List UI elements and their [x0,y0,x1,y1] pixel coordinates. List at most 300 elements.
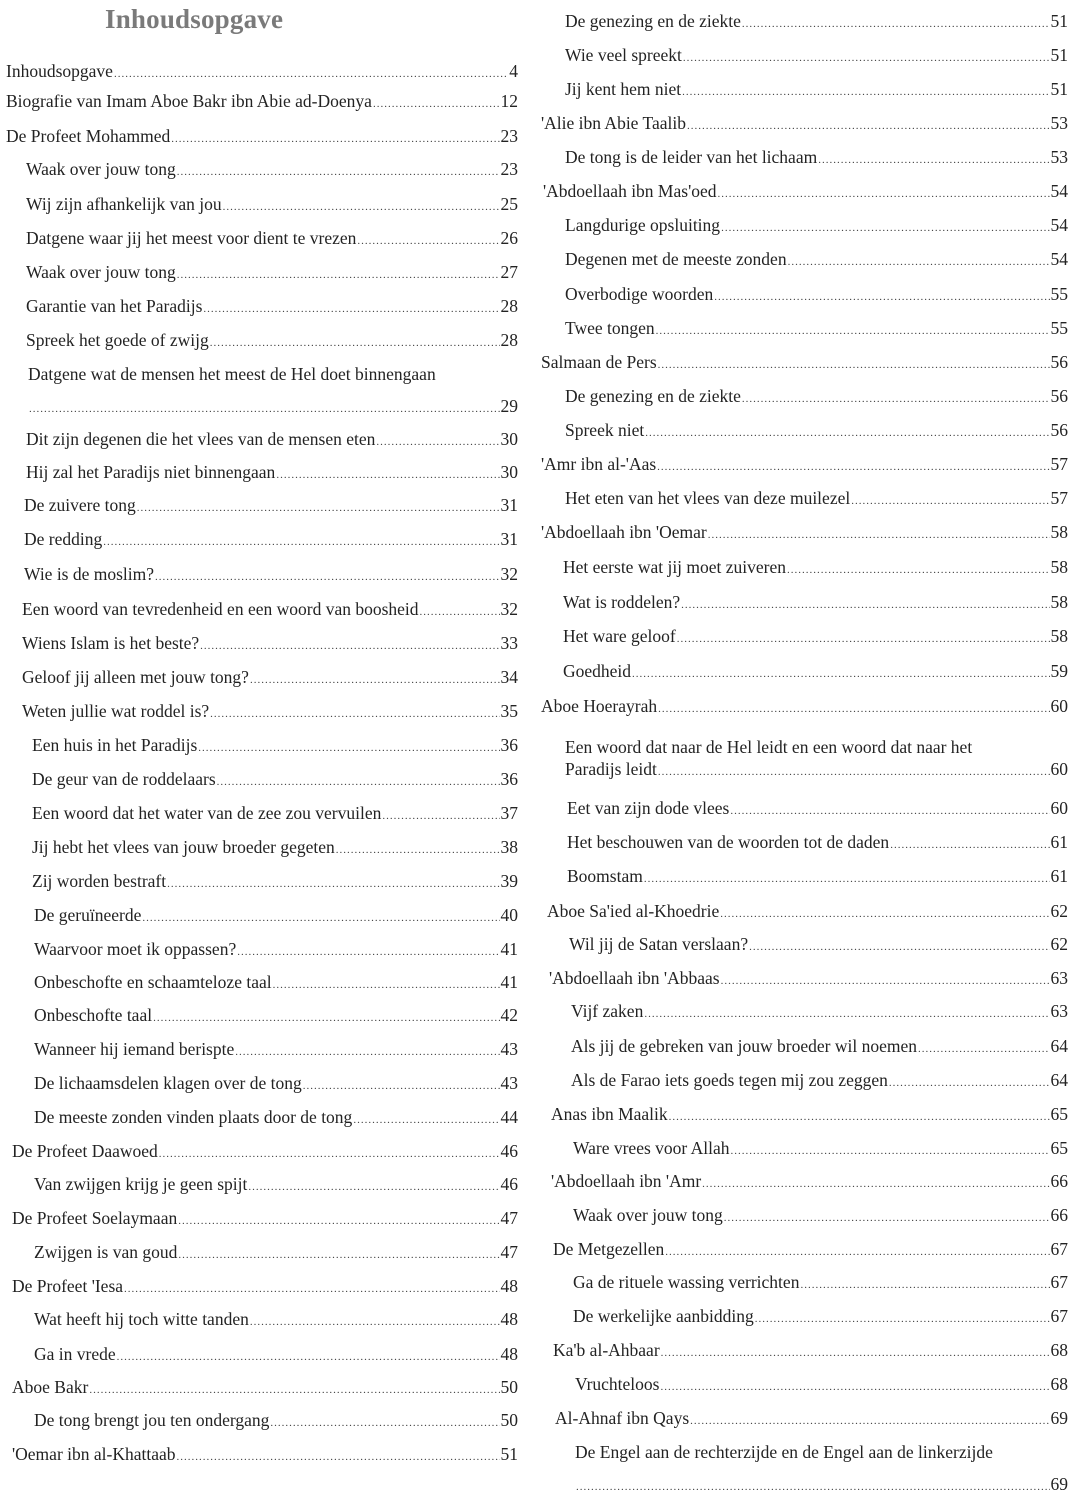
toc-page-number: 51 [1050,11,1068,31]
toc-page-number: 59 [1050,661,1068,681]
toc-page-number: 54 [1050,249,1068,269]
toc-entry-title: Zwijgen is van goud [34,1242,178,1262]
dot-leader [890,834,1049,856]
toc-page-number: 58 [1050,557,1068,577]
toc-entry[interactable] [26,261,518,286]
toc-page-number: 4 [509,61,518,81]
dot-leader [250,669,500,691]
toc-page-number: 63 [1050,968,1068,988]
dot-leader [658,698,1049,720]
dot-leader [681,594,1049,616]
toc-page-number: 23 [500,126,518,146]
toc-page-number: 55 [1050,284,1068,304]
toc-entry[interactable] [34,971,518,996]
dot-leader [576,1476,1050,1498]
dot-leader [644,868,1050,890]
toc-entry-title: De Profeet Daawoed [12,1141,158,1161]
toc-entry-title: 'Abdoellaah ibn 'Amr [551,1171,702,1191]
toc-entry[interactable] [565,419,1068,444]
dot-leader [171,128,499,150]
toc-page-number: 67 [1050,1306,1068,1326]
toc-page-number: 32 [500,564,518,584]
dot-leader [248,1176,499,1198]
toc-page-number: 57 [1050,454,1068,474]
dot-leader [250,1311,500,1333]
toc-page-number: 60 [1050,759,1068,779]
toc-entry-title: Van zwijgen krijg je geen spijt [34,1174,248,1194]
toc-entry[interactable] [547,900,1068,925]
page-title: Inhoudsopgave [105,4,284,34]
dot-leader [690,1410,1049,1432]
toc-entry-title: Als de Farao iets goeds tegen mij zou zeggen [571,1070,888,1090]
toc-entry[interactable] [34,1343,518,1368]
toc-entry[interactable] [569,933,1068,958]
toc-entry[interactable] [34,1241,518,1266]
toc-page-number: 65 [1050,1104,1068,1124]
toc-entry-title-continued: Paradijs leidt [565,759,657,779]
dot-leader [687,115,1050,137]
toc-entry[interactable] [567,831,1068,856]
toc-page-number: 39 [500,871,518,891]
toc-entry[interactable] [575,1373,1068,1398]
toc-entry[interactable] [571,1069,1068,1094]
toc-page-number: 48 [500,1344,518,1364]
toc-page-number: 31 [500,495,518,515]
toc-entry[interactable] [6,60,518,85]
toc-page-number: 38 [500,837,518,857]
toc-entry-title: Een woord dat het water van de zee zou vervuilen [32,803,382,823]
toc-page-number: 64 [1050,1070,1068,1090]
toc-entry-title: Ga in vrede [34,1344,116,1364]
dot-leader [153,1007,499,1029]
toc-entry-title: Geloof jij alleen met jouw tong? [22,667,249,687]
toc-entry[interactable] [34,1409,518,1434]
dot-leader [889,1072,1050,1094]
toc-entry[interactable] [563,660,1068,685]
toc-entry[interactable] [12,1376,518,1401]
dot-leader [788,251,1050,273]
toc-entry-title: Eet van zijn dode vlees [567,798,730,818]
dot-leader [178,1210,499,1232]
toc-entry[interactable] [34,1173,518,1198]
toc-entry-title: Wie veel spreekt [565,45,682,65]
toc-entry-title: Jij kent hem niet [565,79,682,99]
toc-page-number: 51 [500,1444,518,1464]
toc-entry[interactable] [555,1407,1068,1432]
toc-entry[interactable] [24,528,518,553]
toc-entry-title: Een woord van tevredenheid en een woord van boosheid [22,599,419,619]
toc-entry[interactable] [26,158,518,183]
toc-page-number: 68 [1050,1374,1068,1394]
toc-entry[interactable] [565,385,1068,410]
toc-entry-title: Ware vrees voor Allah [573,1138,730,1158]
toc-entry[interactable] [26,329,518,354]
toc-entry-title: De Profeet Soelaymaan [12,1208,178,1228]
toc-entry[interactable] [565,487,1068,512]
dot-leader [270,1412,499,1434]
dot-leader [702,1173,1049,1195]
toc-page-number: 64 [1050,1036,1068,1056]
toc-page-number: 58 [1050,592,1068,612]
toc-entry[interactable] [12,1443,518,1468]
toc-page-number: 56 [1050,386,1068,406]
toc-entry[interactable] [541,695,1068,720]
toc-entry-title: Onbeschofte en schaamteloze taal [34,972,272,992]
toc-page-number: 67 [1050,1239,1068,1259]
dot-leader [376,431,499,453]
toc-entry[interactable] [563,625,1068,650]
dot-leader [210,703,499,725]
toc-entry[interactable] [565,214,1068,239]
toc-entry-title: 'Abdoellaah ibn 'Abbaas [549,968,720,988]
toc-entry[interactable] [541,453,1068,478]
dot-leader [661,1342,1050,1364]
toc-entry-title: De redding [24,529,103,549]
toc-entry-title: Goedheid [563,661,632,681]
toc-entry-title: Waak over jouw tong [573,1205,723,1225]
toc-entry[interactable] [34,1106,518,1131]
toc-entry-title: Wij zijn afhankelijk van jou [26,194,222,214]
dot-leader [632,663,1049,685]
dot-leader [708,524,1050,546]
toc-entry-title: Datgene wat de mensen het meest de Hel doet binnengaan [28,364,436,384]
toc-entry[interactable] [541,112,1068,137]
dot-leader [223,196,500,218]
dot-leader [155,566,499,588]
toc-entry-title: Hij zal het Paradijs niet binnengaan [26,462,276,482]
toc-entry-title: De tong is de leider van het lichaam [565,147,818,167]
toc-page-number: 58 [1050,626,1068,646]
toc-entry[interactable] [565,317,1068,342]
toc-page-number: 62 [1050,901,1068,921]
toc-page-number: 41 [500,972,518,992]
toc-entry-title: Salmaan de Pers [541,352,657,372]
toc-entry[interactable] [553,1238,1068,1263]
toc-entry-title: De Profeet 'Iesa [12,1276,124,1296]
dot-leader [382,805,499,827]
toc-entry[interactable] [565,78,1068,103]
dot-leader [353,1109,499,1131]
toc-entry[interactable] [575,1441,1068,1498]
toc-entry[interactable] [12,1140,518,1165]
toc-entry[interactable] [565,146,1068,171]
toc-page-number: 63 [1050,1001,1068,1021]
toc-entry[interactable] [551,1103,1068,1128]
toc-page-number: 31 [500,529,518,549]
toc-entry[interactable] [541,521,1068,546]
toc-entry-title: Garantie van het Paradijs [26,296,203,316]
toc-entry-title: Weten jullie wat roddel is? [22,701,210,721]
toc-page-number: 60 [1050,798,1068,818]
dot-leader [276,464,499,486]
toc-page-number: 37 [500,803,518,823]
toc-entry[interactable] [6,90,518,115]
dot-leader [29,398,500,420]
dot-leader [800,1274,1049,1296]
toc-entry[interactable] [24,563,518,588]
toc-page-number: 61 [1050,832,1068,852]
toc-entry-title: Anas ibn Maalik [551,1104,668,1124]
toc-entry[interactable] [573,1137,1068,1162]
toc-entry-title: Een huis in het Paradijs [32,735,198,755]
toc-entry-title: Boomstam [567,866,643,886]
toc-page-number: 12 [500,91,518,111]
toc-page-number: 36 [500,735,518,755]
toc-page-number: 29 [500,396,518,416]
toc-entry-title: De lichaamsdelen klagen over de tong [34,1073,302,1093]
dot-leader [167,873,499,895]
toc-entry[interactable] [565,736,1068,783]
toc-page-number: 50 [500,1410,518,1430]
toc-entry-title: Spreek niet [565,420,645,440]
toc-entry[interactable] [22,598,518,623]
dot-leader [303,1075,500,1097]
toc-entry[interactable] [22,700,518,725]
toc-entry[interactable] [26,461,518,486]
dot-leader [142,907,499,929]
dot-leader [724,1207,1050,1229]
dot-leader [117,1346,500,1368]
toc-page-number: 54 [1050,181,1068,201]
toc-entry[interactable] [32,802,518,827]
toc-entry[interactable] [549,967,1068,992]
toc-page-number: 62 [1050,934,1068,954]
toc-entry[interactable] [34,1308,518,1333]
toc-entry-title: De tong brengt jou ten ondergang [34,1410,270,1430]
toc-page-number: 56 [1050,420,1068,440]
dot-leader [103,531,499,553]
toc-entry[interactable] [565,10,1068,35]
toc-left-column [0,0,535,1500]
dot-leader [203,298,499,320]
toc-entry[interactable] [34,938,518,963]
dot-leader [114,63,508,85]
toc-entry[interactable] [26,295,518,320]
toc-page-number: 60 [1050,696,1068,716]
toc-page-number: 54 [1050,215,1068,235]
toc-entry-title: Het beschouwen van de woorden tot de daden [567,832,890,852]
toc-page-number: 30 [500,429,518,449]
toc-entry-title: Het ware geloof [563,626,676,646]
toc-entry[interactable] [32,734,518,759]
dot-leader [159,1143,500,1165]
toc-entry-title: Datgene waar jij het meest voor dient te vrezen [26,228,357,248]
toc-page-number: 65 [1050,1138,1068,1158]
dot-leader [742,13,1050,35]
toc-entry[interactable] [6,125,518,150]
dot-leader [787,559,1049,581]
dot-leader [644,1003,1049,1025]
toc-entry-title: Wiens Islam is het beste? [22,633,200,653]
toc-entry-title: De geur van de roddelaars [32,769,216,789]
toc-page-number: 61 [1050,866,1068,886]
toc-entry-title: Aboe Hoerayrah [541,696,658,716]
dot-leader [731,1140,1050,1162]
dot-leader [210,332,500,354]
toc-page-number: 58 [1050,522,1068,542]
dot-leader [720,903,1049,925]
toc-entry[interactable] [573,1204,1068,1229]
toc-entry[interactable] [571,1000,1068,1025]
toc-page-number: 69 [1050,1474,1068,1494]
toc-entry-title: Wat is roddelen? [563,592,681,612]
dot-leader [177,1446,500,1468]
dot-leader [755,1308,1050,1330]
toc-entry-title: Al-Ahnaf ibn Qays [555,1408,690,1428]
toc-entry[interactable] [565,283,1068,308]
toc-entry-title: Dit zijn degenen die het vlees van de mensen eten [26,429,376,449]
toc-entry[interactable] [22,632,518,657]
toc-entry-title: Vijf zaken [571,1001,644,1021]
toc-right-column [535,0,1080,1500]
toc-entry-title: Vruchteloos [575,1374,660,1394]
toc-entry[interactable] [573,1271,1068,1296]
toc-entry[interactable] [32,836,518,861]
toc-entry-title: De meeste zonden vinden plaats door de tong [34,1107,353,1127]
toc-entry-title: Wanneer hij iemand berispte [34,1039,235,1059]
toc-entry-title: Spreek het goede of zwijg [26,330,209,350]
toc-entry-title: Waarvoor moet ik oppassen? [34,939,237,959]
toc-entry[interactable] [541,351,1068,376]
toc-page-number: 69 [1050,1408,1068,1428]
toc-page-number: 46 [500,1174,518,1194]
toc-page-number: 32 [500,599,518,619]
dot-leader [730,800,1049,822]
toc-page-number: 67 [1050,1272,1068,1292]
toc-entry[interactable] [12,1207,518,1232]
toc-entry[interactable] [563,556,1068,581]
toc-page-number: 40 [500,905,518,925]
toc-page-number: 51 [1050,79,1068,99]
toc-entry[interactable] [34,1004,518,1029]
toc-entry[interactable] [28,363,518,420]
toc-entry[interactable] [26,227,518,252]
dot-leader [178,1244,499,1266]
toc-page-number: 68 [1050,1340,1068,1360]
toc-entry[interactable] [565,248,1068,273]
toc-entry-title: De werkelijke aanbidding [573,1306,754,1326]
toc-entry[interactable] [32,768,518,793]
dot-leader [357,230,499,252]
dot-leader [235,1041,499,1063]
toc-page-number: 53 [1050,113,1068,133]
toc-entry-title: Overbodige woorden [565,284,714,304]
dot-leader [682,81,1049,103]
dot-leader [656,320,1050,342]
dot-leader [200,635,499,657]
toc-page-number: 50 [500,1377,518,1397]
dot-leader [336,839,500,861]
toc-entry[interactable] [567,797,1068,822]
dot-leader [918,1038,1049,1060]
dot-leader [198,737,499,759]
toc-page-number: 47 [500,1208,518,1228]
toc-page-number: 66 [1050,1205,1068,1225]
toc-entry[interactable] [34,1072,518,1097]
toc-page-number: 41 [500,939,518,959]
dot-leader [658,761,1050,783]
dot-leader [665,1241,1049,1263]
toc-entry[interactable] [22,666,518,691]
toc-entry-title: Het eerste wat jij moet zuiveren [563,557,787,577]
toc-entry[interactable] [34,904,518,929]
dot-leader [420,601,500,623]
toc-entry[interactable] [32,870,518,895]
toc-entry-title: Zij worden bestraft [32,871,167,891]
toc-entry[interactable] [571,1035,1068,1060]
toc-page-number: 23 [500,159,518,179]
dot-leader [237,941,499,963]
toc-entry[interactable] [12,1275,518,1300]
toc-page-number: 56 [1050,352,1068,372]
toc-entry-title: Wie is de moslim? [24,564,155,584]
dot-leader [749,936,1049,958]
toc-entry-title: Langdurige opsluiting [565,215,721,235]
toc-entry-title: De Metgezellen [553,1239,665,1259]
toc-entry-title: De Profeet Mohammed [6,126,171,146]
dot-leader [660,1376,1049,1398]
toc-page-number: 57 [1050,488,1068,508]
dot-leader [177,264,500,286]
toc-entry[interactable] [573,1305,1068,1330]
toc-page-number: 33 [500,633,518,653]
dot-leader [177,161,500,183]
toc-page-number: 48 [500,1309,518,1329]
toc-entry[interactable] [567,865,1068,890]
dot-leader [124,1278,499,1300]
toc-page-number: 27 [500,262,518,282]
toc-entry-title: Twee tongen [565,318,655,338]
toc-page-number: 36 [500,769,518,789]
toc-page-number: 42 [500,1005,518,1025]
toc-page-number: 46 [500,1141,518,1161]
toc-entry-title: De zuivere tong [24,495,136,515]
toc-entry-title: De Engel aan de rechterzijde en de Engel aan de linkerzijde [575,1442,993,1462]
dot-leader [657,456,1049,478]
toc-page-number: 51 [1050,45,1068,65]
dot-leader [683,47,1050,69]
toc-page-number: 28 [500,330,518,350]
toc-entry-title: Ka'b al-Ahbaar [553,1340,660,1360]
toc-page-number: 43 [500,1039,518,1059]
toc-page-number: 53 [1050,147,1068,167]
toc-page-number: 30 [500,462,518,482]
toc-entry[interactable] [543,180,1068,205]
toc-entry-title: Aboe Sa'ied al-Khoedrie [547,901,720,921]
toc-entry[interactable] [565,44,1068,69]
toc-entry-title: Een woord dat naar de Hel leidt en een woord dat naar het [565,737,973,757]
toc-entry[interactable] [551,1170,1068,1195]
toc-entry-title: De genezing en de ziekte [565,11,741,31]
dot-leader [721,970,1050,992]
toc-entry-title: Degenen met de meeste zonden [565,249,787,269]
toc-entry[interactable] [24,494,518,519]
toc-entry-title: Wat heeft hij toch witte tanden [34,1309,249,1329]
toc-entry[interactable] [26,193,518,218]
dot-leader [851,490,1049,512]
toc-entry[interactable] [563,591,1068,616]
dot-leader [714,286,1049,308]
toc-entry[interactable] [34,1038,518,1063]
toc-entry[interactable] [26,428,518,453]
toc-entry-title: Wil jij de Satan verslaan? [569,934,749,954]
toc-entry[interactable] [553,1339,1068,1364]
toc-entry-title: De genezing en de ziekte [565,386,741,406]
toc-page-number: 55 [1050,318,1068,338]
toc-entry-title: Jij hebt het vlees van jouw broeder gegeten [32,837,335,857]
toc-entry-title: Ga de rituele wassing verrichten [573,1272,800,1292]
dot-leader [217,771,500,793]
